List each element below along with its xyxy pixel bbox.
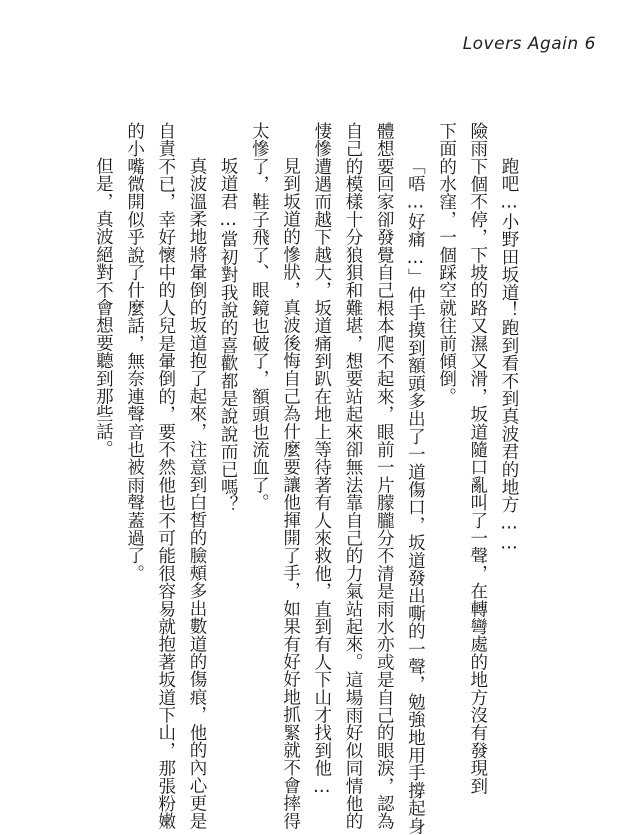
text-line: 悽慘遭遇而越下越大，坂道痛到趴在地上等待著有人來救他，直到有人下山才找到他…	[311, 122, 332, 798]
page-header	[463, 34, 596, 54]
vertical-text-body	[87, 122, 524, 835]
text-line: 自己的模樣十分狼狽和難堪，想要站起來卻無法靠自己的力氣站起來。這場雨好似同情他的	[342, 122, 363, 830]
text-line: 太慘了，鞋子飛了、眼鏡也破了，額頭也流血了。	[249, 122, 270, 512]
text-line: 的小嘴微開似乎說了什麼話，無奈連聲音也被雨聲蓋過了。	[124, 122, 145, 583]
text-line: 下面的水窪，一個踩空就往前傾倒。	[436, 122, 457, 406]
text-line: 「唔…好痛…」仲手摸到額頭多出了一道傷口，坂道發出嘶的一聲，勉強地用手撐起身	[405, 157, 426, 835]
text-line: 真波溫柔地將暈倒的坂道抱了起來，注意到白皙的臉頰多出數道的傷痕，他的內心更是	[186, 157, 207, 830]
text-line: 坂道君…當初對我說的喜歡都是說說而已嗎？	[218, 157, 239, 514]
text-line: 見到坂道的慘狀，真波後悔自己為什麼要讓他揮開了手，如果有好好地抓緊就不會摔得	[280, 157, 301, 830]
text-line: 跑吧…小野田坂道！跑到看不到真波君的地方……	[499, 157, 519, 554]
text-line: 自責不已，幸好懷中的人兒是暈倒的，要不然他也不可能很容易就抱著坂道下山，那張粉嫩	[155, 122, 176, 830]
text-line: 但是，真波絕對不會想要聽到那些話。	[93, 157, 114, 458]
page-number: 6	[584, 34, 596, 54]
text-line: 體想要回家卻發覺自己根本爬不起來，眼前一片朦朧分不清是雨水亦或是自己的眼淚，認為	[374, 122, 395, 830]
text-line: 險雨下個不停，下坡的路又濕又滑，坂道隨口亂叫了一聲，在轉彎處的地方沒有發現到	[467, 122, 488, 795]
book-title: Lovers Again	[462, 34, 579, 54]
